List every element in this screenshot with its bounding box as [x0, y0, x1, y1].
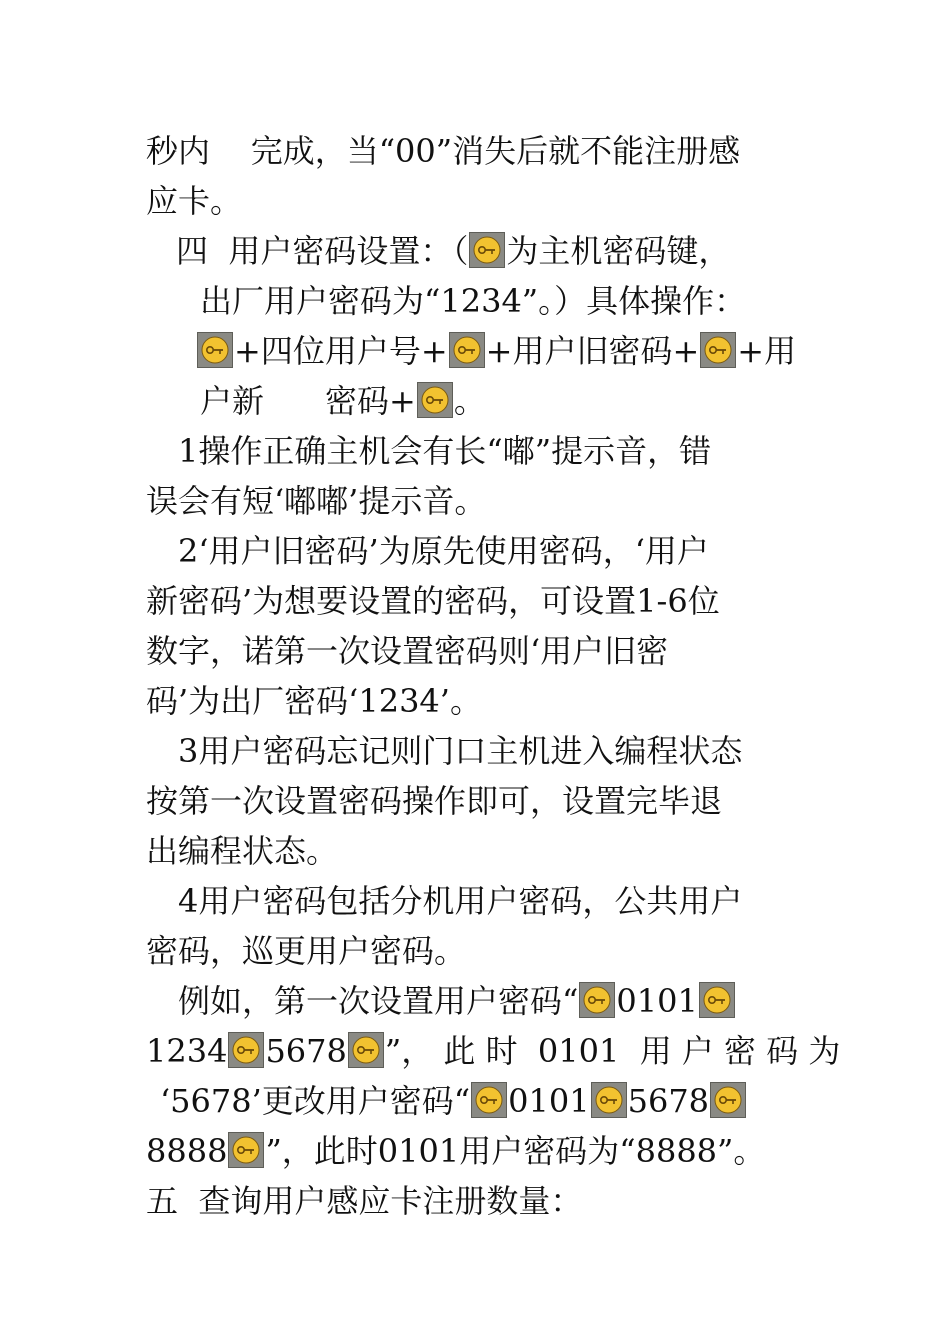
text-line: 密码，巡更用户密码。: [146, 932, 467, 970]
text-line: 出厂用户密码为“1234”。）具体操作：: [200, 282, 747, 320]
text-line: 例如，第一次设置用户密码“ 0101: [178, 976, 736, 1026]
key-icon: [228, 1032, 264, 1068]
text-line: 应卡。: [146, 182, 243, 220]
text-line: 按第一次设置密码操作即可，设置完毕退: [146, 782, 723, 820]
key-icon: [471, 1082, 507, 1118]
key-icon: [228, 1132, 264, 1168]
key-icon: [449, 332, 485, 368]
text-line: 新密码’为想要设置的密码，可设置1-6位: [146, 582, 720, 620]
key-icon: [710, 1082, 746, 1118]
section-heading: 四 用户密码设置：（ 为主机密码键，: [176, 232, 731, 270]
text-line: 出编程状态。: [146, 832, 339, 870]
text-line: 4用户密码包括分机用户密码，公共用户: [178, 882, 743, 920]
text-line: ‘5678’更改用户密码“ 0101 5678: [160, 1076, 747, 1126]
key-icon: [591, 1082, 627, 1118]
text-line: 1234 5678 ”， 此 时 0101 用 户 密 码 为: [146, 1032, 841, 1070]
text-line: 3用户密码忘记则门口主机进入编程状态: [178, 732, 743, 770]
section-heading: 五 查询用户感应卡注册数量：: [146, 1182, 583, 1220]
key-icon: [699, 982, 735, 1018]
key-icon: [348, 1032, 384, 1068]
text-line: 码’为出厂密码‘1234’。: [146, 682, 482, 720]
key-icon: [579, 982, 615, 1018]
text-line: 2‘用户旧密码’为原先使用密码，‘用户: [178, 532, 709, 570]
key-icon: [700, 332, 736, 368]
text-line: 户新 密码+ 。: [200, 382, 486, 420]
text-line: 1操作正确主机会有长“嘟”提示音，错: [178, 432, 712, 470]
text-line: +四位用户号+ +用户旧密码+ +用: [196, 326, 796, 376]
text-line: 数字，诺第一次设置密码则‘用户旧密: [146, 632, 669, 670]
key-icon: [417, 382, 453, 418]
text-line: 8888 ”，此时0101用户密码为“8888”。: [146, 1132, 766, 1170]
key-icon: [197, 332, 233, 368]
text-line: 误会有短‘嘟嘟’提示音。: [146, 482, 487, 520]
text-line: 秒内 完成，当“00”消失后就不能注册感: [146, 132, 741, 170]
key-icon: [469, 232, 505, 268]
